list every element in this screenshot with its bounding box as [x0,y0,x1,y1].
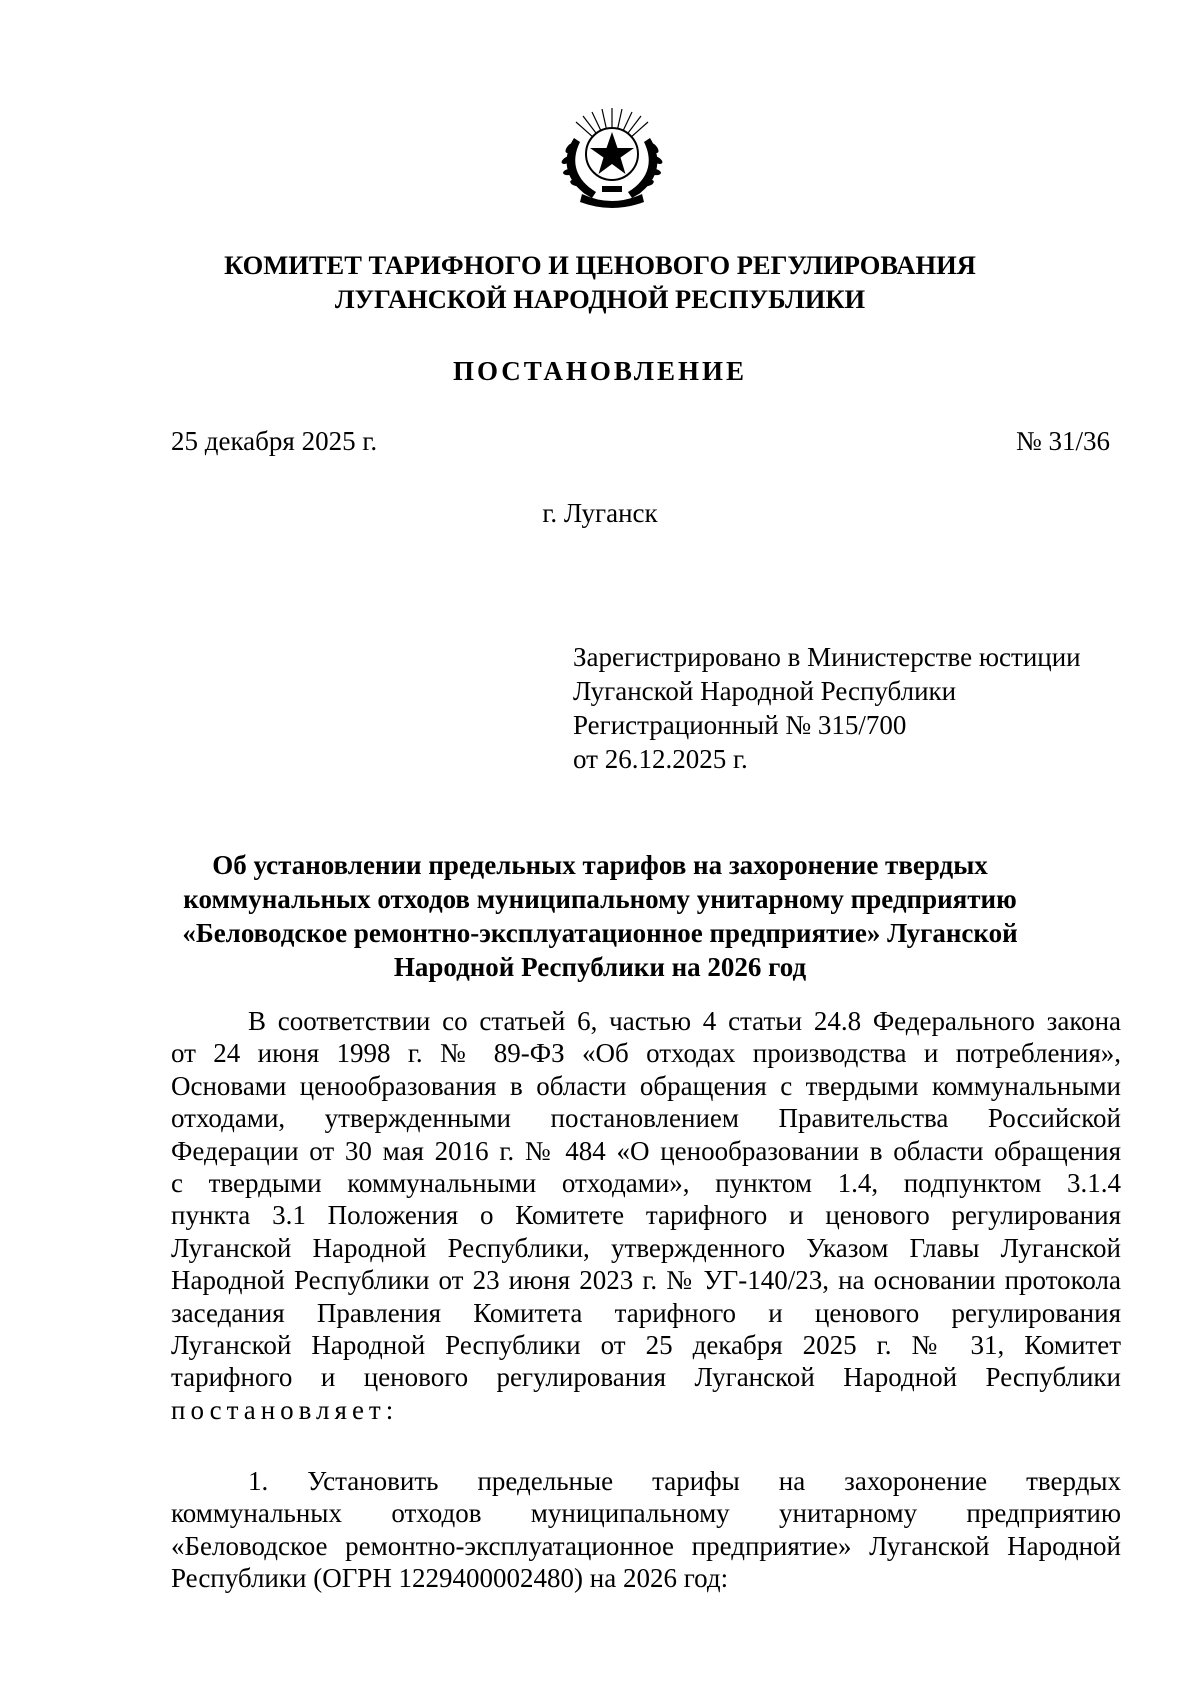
preamble-line: заседания Правления Комитета тарифного и ценового регулирования [171,1297,1121,1328]
preamble-line: с твердыми коммунальными отходами», пунктом 1.4, подпунктом 3.1.4 [171,1168,1121,1199]
clause-line: 1. Установить предельные тарифы на захоронение твердых [248,1466,1121,1496]
title-line: Об установлении предельных тарифов на захоронение твердых [212,850,988,880]
clause-line: Республики (ОГРН 1229400002480) на 2026 год: [171,1563,729,1594]
title-line: Народной Республики на 2026 год [393,952,807,982]
document-type: ПОСТАНОВЛЕНИЕ [452,356,748,386]
registration-line: Зарегистрировано в Министерстве юстиции [573,642,1081,672]
preamble-line: Луганской Народной Республики, утвержденного Указом Главы Луганской [171,1232,1121,1263]
preamble-line: Луганской Народной Республики от 25 декабря 2025 г. № 31, Комитет [171,1330,1121,1361]
preamble-line: Федерации от 30 мая 2016 г. № 484 «О ценообразовании в области обращения [171,1135,1121,1166]
preamble-line: от 24 июня 1998 г. № 89-ФЗ «Об отходах производства и потребления», [171,1038,1121,1069]
document-date: 25 декабря 2025 г. [171,426,378,456]
registration-line: от 26.12.2025 г. [573,744,748,774]
registration-line: Луганской Народной Республики [573,676,957,706]
clause-line: коммунальных отходов муниципальному унитарному предприятию [171,1498,1121,1529]
preamble-line: пункта 3.1 Положения о Комитете тарифного и ценового регулирования [171,1200,1121,1231]
coat-of-arms-emblem [552,98,672,210]
preamble-line: В соответствии со статьей 6, частью 4 статьи 24.8 Федерального закона [248,1006,1121,1036]
document-number: № 31/36 [1015,426,1110,456]
clause-line: «Беловодское ремонтно-эксплуатационное предприятие» Луганской Народной [171,1530,1121,1561]
title-line: «Беловодское ремонтно-эксплуатационное предприятие» Луганской [182,918,1018,948]
preamble-line: Основами ценообразования в области обращения с твердыми коммунальными [171,1070,1121,1101]
preamble-paragraph [171,1005,1121,1426]
organization-name [0,248,1200,316]
preamble-line: Народной Республики от 23 июня 2023 г. № УГ-140/23, на основании протокола [171,1265,1121,1296]
org-line-2: ЛУГАНСКОЙ НАРОДНОЙ РЕСПУБЛИКИ [334,284,866,314]
document-city: г. Луганск [542,498,658,528]
clause-1-paragraph [171,1465,1121,1595]
org-line-1: КОМИТЕТ ТАРИФНОГО И ЦЕНОВОГО РЕГУЛИРОВАНИЯ [224,250,976,280]
registration-block [573,640,1081,776]
preamble-line: отходами, утвержденными постановлением Правительства Российской [171,1103,1121,1134]
registration-line: Регистрационный № 315/700 [573,710,907,740]
title-line: коммунальных отходов муниципальному унитарному предприятию [183,884,1017,914]
resolves-word: постановляет: [171,1394,399,1425]
preamble-line: тарифного и ценового регулирования Луганской Народной Республики [171,1362,1121,1393]
document-title [0,848,1200,984]
